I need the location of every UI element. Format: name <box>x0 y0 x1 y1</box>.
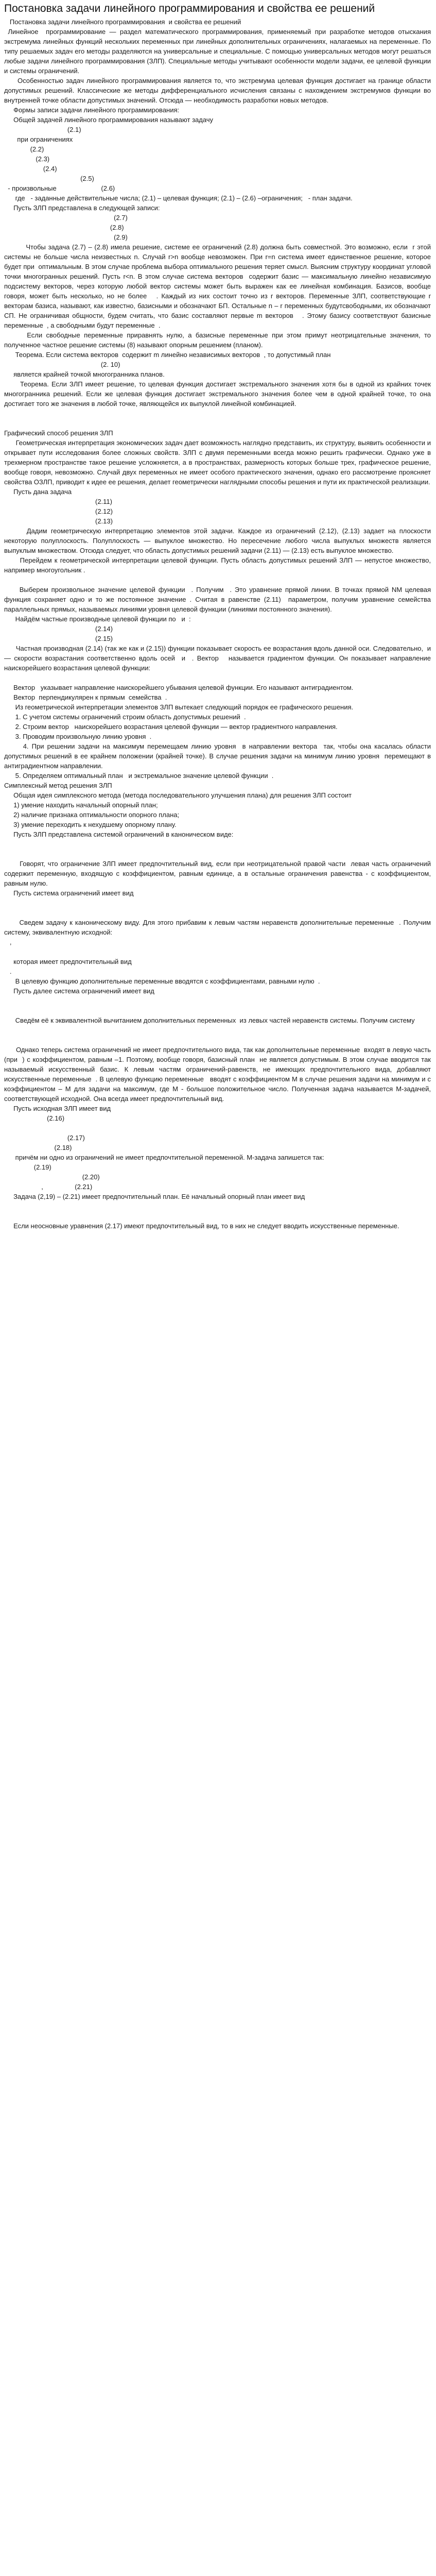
text-line: Особенностью задач линейного программирования является то, что экстремума целевая функция достигает на границе области допустимых решений. Классические же методы дифференциального исчисления связаны с нахождением экстремумов функции во внутренней точке области допустимых значений. Отсюда — необходимость разработки новых методов. <box>4 77 433 104</box>
text-line: Общая идея симплексного метода (метода последовательного улучшения плана) для решения ЗЛП состоит <box>4 791 352 799</box>
text-line: 4. При решении задачи на максимум перемещаем линию уровня в направлении вектора так, чтобы она касалась области допустимых решений в ее крайнем положении (крайней точке). В случае решения задачи на минимум линию уровня перемещают в антиградиентном направлении. <box>4 742 433 770</box>
text-line: (2.20) <box>4 1173 100 1181</box>
blank-line <box>4 898 431 908</box>
text-line: Симплексный метод решения ЗЛП <box>4 782 112 789</box>
text-line: 3) умение переходить к нехудшему опорному плану. <box>4 821 177 828</box>
text-line: Если свободные переменные приравнять нулю, а базисные переменные при этом примут неотрицательные значения, то полученное частное решение системы (8) называют опорным решением (планом). <box>4 331 433 349</box>
text-line: 3. Проводим произвольную линию уровня . <box>4 733 152 740</box>
text-line: Найдём частные производные целевой функции по и : <box>4 615 191 623</box>
text-line: (2.2) <box>4 145 44 153</box>
text-line: при ограничениях <box>4 135 73 143</box>
text-line: Чтобы задача (2.7) – (2.8) имела решение, системе ее ограничений (2.8) должна быть совместной. Это возможно, если r этой системы не больше числа неизвестных n. Случай r>n вообще невозможен. При r=n система имеет единственное решение, которое будет при оптимальным. В этом случае проблема выбора оптимального решения теряет смысл. Выясним структуру координат угловой точки многогранных решений. Пусть r<n. В этом случае система векторов содержит базис — максимальную линейно независимую подсистему векторов, через которую любой вектор системы может быть выражен как ее линейная комбинация. Базисов, вообще говоря, может быть несколько, но не более . Каждый из них состоит точно из r векторов. Переменные ЗЛП, соответствующие r векторам базиса, называют, как известно, базисными и обозначают БП. Остальные n – r переменных будутсвободными, их обозначают СП. Не ограничивая общности, будем считать, что базис составляют первые m векторов . Этому базису соответствуют базисные переменные , а свободными будут переменные . <box>4 243 433 329</box>
text-line: Перейдем к геометрической интерпретации целевой функции. Пусть область допустимых решений ЗЛП — непустое множество, например многоугольник . <box>4 556 433 574</box>
text-line: (2.4) <box>4 165 57 173</box>
page-title: Постановка задачи линейного программирования и свойства ее решений <box>4 3 375 14</box>
text-line: причём ни одно из ограничений не имеет предпочтительной переменной. М-задача запишется так: <box>4 1154 324 1161</box>
text-line: (2.16) <box>4 1114 65 1122</box>
text-line: 2) наличие признака оптимальности опорного плана; <box>4 811 180 819</box>
text-line: (2.19) <box>4 1163 51 1171</box>
blank-line <box>4 908 431 918</box>
text-line: которая имеет предпочтительный вид <box>4 958 132 965</box>
text-line: (2.12) <box>4 507 113 515</box>
text-line: (2.1) <box>4 126 81 133</box>
text-line: , (2.21) <box>4 1183 93 1191</box>
text-line: Выберем произвольное значение целевой функции . Получим . Это уравнение прямой линии. В точках прямой NM целевая функция сохраняет одно и то же постоянное значение . Считая в равенстве (2.11) параметром, получим уравнение семейства параллельных прямых, называемых линиями уровня целевой функции (линиями постоянного значения). <box>4 586 433 613</box>
text-line: Теорема. Если система векторов содержит m линейно независимых векторов , то допустимый план <box>4 351 331 359</box>
text-line: , <box>4 938 12 946</box>
text-line: (2. 10) <box>4 361 120 368</box>
blank-line <box>4 409 431 418</box>
text-line: (2.13) <box>4 517 113 525</box>
blank-line <box>4 1211 431 1221</box>
text-line: Если неосновные уравнения (2.17) имеют предпочтительный вид, то в них не следует вводить искусственные переменные. <box>4 1222 399 1230</box>
text-line: Линейное программирование — раздел математического программирования, применяемый при разработке методов отыскания экстремума линейных функций нескольких переменных при линейных дополнительных ограничениях, налагаемых на переменные. По типу решаемых задач его методы разделяются на универсальные и специальные. С помощью универсальных методов могут решаться любые задачи линейного программирования (ЗЛП). Специальные методы учитывают особенности модели задачи, ее целевой функции и системы ограничений. <box>4 28 433 75</box>
text-line: Пусть далее система ограничений имеет вид <box>4 987 154 995</box>
text-line: Общей задачей линейного программирования называют задачу <box>4 116 214 124</box>
text-line: Из геометрической интерпретации элементов ЗЛП вытекает следующий порядок ее графического решения. <box>4 703 354 711</box>
text-line: Пусть ЗЛП представлена системой ограничений в каноническом виде: <box>4 831 234 838</box>
text-line: Вектор перпендикулярен к прямым семейства . <box>4 693 167 701</box>
blank-line <box>4 996 431 1006</box>
text-line: 2. Строим вектор наискорейшего возрастания целевой функции — вектор градиентного направления. <box>4 723 338 731</box>
text-line: Пусть исходная ЗЛП имеет вид <box>4 1105 111 1112</box>
blank-line <box>4 1006 431 1015</box>
text-line: Геометрическая интерпретация экономических задач дает возможность наглядно представить, их структуру, выявить особенности и открывает пути исследования более сложных свойств. ЗЛП с двумя переменными всегда можно решить графически. Однако уже в трехмерном пространстве такое решение усложняется, а в пространствах, размерность которых больше трех, графическое решение, вообще говоря, невозможно. Случай двух переменных не имеет особого практического значения, однако его рассмотрение проясняет свойства ОЗЛП, приводит к идее ее решения, делает геометрически наглядными способы решения и пути их практической реализации. <box>4 439 433 486</box>
document <box>0 0 436 1241</box>
text-line: 1. С учетом системы ограничений строим область допустимых решений . <box>4 713 246 721</box>
document-body <box>4 17 435 1231</box>
text-line: Однако теперь система ограничений не имеет предпочтительного вида, так как дополнительные переменные входят в левую часть (при ) с коэффициентом, равным –1. Поэтому, вообще говоря, базисный план не является допустимым. В этом случае вводится так называемый искусственный базис. К левым частям ограничений-равенств, не имеющих предпочтительного вида, добавляют искусственные переменные . В целевую функцию переменные вводят с коэффициентом М в случае решения задачи на минимум и с коэффициентом – М для задачи на максимум, где М - большое положительное число. Полученная задача называется М-задачей, соответствующей исходной. Она всегда имеет предпочтительный вид. <box>4 1046 433 1103</box>
text-line: Задача (2,19) – (2.21) имеет предпочтительный план. Её начальный опорный план имеет вид <box>4 1193 305 1200</box>
text-line: Формы записи задачи линейного программирования: <box>4 106 180 114</box>
text-line: (2.17) <box>4 1134 85 1142</box>
text-line: Вектор указывает направление наискорейшего убывания целевой функции. Его называют антиградиентом. <box>4 684 354 691</box>
text-line: где - заданные действительные числа; (2.1) – целевая функция; (2.1) – (2.6) –ограничения; - план задачи. <box>4 194 353 202</box>
text-line: (2.9) <box>4 233 128 241</box>
text-line: Пусть ЗЛП представлена в следующей записи: <box>4 204 160 212</box>
text-line: является крайней точкой многогранника планов. <box>4 370 165 378</box>
text-line: Говорят, что ограничение ЗЛП имеет предпочтительный вид, если при неотрицательной правой части левая часть ограничений содержит переменную, входящую с коэффициентом, равным единице, а в остальные ограничения равенства - с коэффициентом, равным нулю. <box>4 860 433 887</box>
text-line: (2.5) <box>4 175 94 182</box>
text-line: Пусть дана задача <box>4 488 72 496</box>
text-line: (2.18) <box>4 1144 72 1151</box>
text-line: - произвольные (2.6) <box>4 184 115 192</box>
blank-line <box>4 1201 431 1211</box>
text-line: (2.15) <box>4 635 113 642</box>
text-line: Пусть система ограничений имеет вид <box>4 889 134 897</box>
text-line: Постановка задачи линейного программирования и свойства ее решений <box>4 18 241 26</box>
blank-line <box>4 947 431 957</box>
text-line: (2.14) <box>4 625 113 633</box>
blank-line <box>4 849 431 859</box>
text-line: (2.11) <box>4 498 112 505</box>
text-line: (2.8) <box>4 224 124 231</box>
text-line: 5. Определяем оптимальный план и экстремальное значение целевой функции . <box>4 772 274 779</box>
text-line: Дадим геометрическую интерпретацию элементов этой задачи. Каждое из ограничений (2.12), (2.13) задает на плоскости некоторую полуплоскость. Полуплоскость — выпуклое множество. Но пересечение любого числа выпуклых множеств является выпуклым множеством. Отсюда следует, что область допустимых решений задачи (2.11) — (2.13) есть выпуклое множество. <box>4 527 435 554</box>
blank-line <box>4 1123 431 1133</box>
blank-line <box>4 1025 431 1035</box>
text-line: (2.7) <box>4 214 128 222</box>
text-line: Частная производная (2.14) (так же как и (2.15)) функции показывает скорость ее возрастания вдоль данной оси. Следовательно, и — скорости возрастания соответственно вдоль осей и . Вектор называется градиентом функции. Он показывает направление наискорейшего возрастания целевой функции: <box>4 645 435 672</box>
blank-line <box>4 673 431 683</box>
text-line: 1) умение находить начальный опорный план; <box>4 801 158 809</box>
blank-line <box>4 839 431 849</box>
text-line: . <box>4 968 12 975</box>
text-line: (2.3) <box>4 155 50 163</box>
text-line: Сведём её к эквивалентной вычитанием дополнительных переменных из левых частей неравенств системы. Получим систему <box>4 1016 415 1024</box>
text-line: Графический способ решения ЗЛП <box>4 429 113 437</box>
blank-line <box>4 575 431 585</box>
blank-line <box>4 1035 431 1045</box>
text-line: Теорема. Если ЗЛП имеет решение, то целевая функция достигает экстремального значения хотя бы в одной из крайних точек многогранника решений. Если же целевая функция достигает экстремального значения более чем в одной крайней точке, то она достигает того же значения в любой точке, являющейся их выпуклой линейной комбинацией. <box>4 380 433 408</box>
text-line: Сведем задачу к каноническому виду. Для этого прибавим к левым частям неравенств дополнительные переменные . Получим систему, эквивалентную исходной: <box>4 919 433 936</box>
text-line: В целевую функцию дополнительные переменные вводятся с коэффициентами, равными нулю . <box>4 977 320 985</box>
blank-line <box>4 418 431 428</box>
